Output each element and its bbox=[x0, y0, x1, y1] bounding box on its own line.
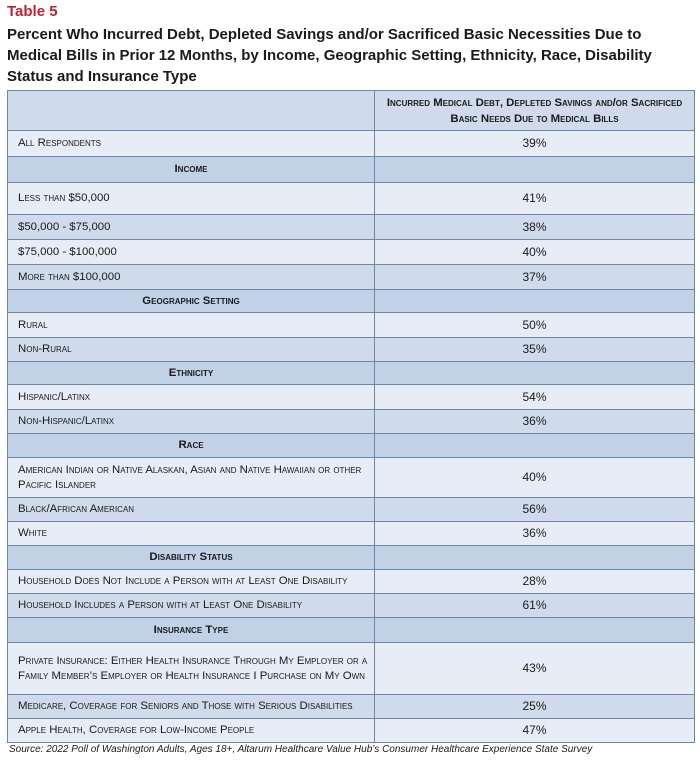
table-row bbox=[8, 695, 695, 719]
row-value: 36% bbox=[375, 410, 695, 434]
row-value: 38% bbox=[375, 215, 695, 240]
table-row bbox=[8, 338, 695, 362]
row-value: 40% bbox=[375, 458, 695, 498]
header-blank-cell bbox=[8, 91, 375, 131]
row-value: 35% bbox=[375, 338, 695, 362]
row-label: More than $100,000 bbox=[8, 265, 375, 290]
table-row bbox=[8, 313, 695, 338]
row-value: 39% bbox=[375, 131, 695, 157]
row-value: 43% bbox=[375, 643, 695, 695]
row-label: Less than $50,000 bbox=[8, 183, 375, 215]
row-value: 25% bbox=[375, 695, 695, 719]
row-label: $50,000 - $75,000 bbox=[8, 215, 375, 240]
table-row bbox=[8, 385, 695, 410]
section-blank-cell bbox=[375, 157, 695, 183]
section-heading: Geographic Setting bbox=[8, 290, 375, 313]
column-header: Incurred Medical Debt, Depleted Savings and/or Sacrificed Basic Needs Due to Medical Bills bbox=[375, 91, 695, 131]
row-label: All Respondents bbox=[8, 131, 375, 157]
row-value: 61% bbox=[375, 594, 695, 618]
row-value: 50% bbox=[375, 313, 695, 338]
row-label: American Indian or Native Alaskan, Asian and Native Hawaiian or other Pacific Islander bbox=[8, 458, 375, 498]
row-label: Non-Hispanic/Latinx bbox=[8, 410, 375, 434]
header-row bbox=[8, 91, 695, 131]
section-header-ethnicity bbox=[8, 362, 695, 385]
section-heading: Income bbox=[8, 157, 375, 183]
source-note: Source: 2022 Poll of Washington Adults, Ages 18+, Altarum Healthcare Value Hub’s Consumer Healthcare Experience State Survey bbox=[9, 744, 593, 755]
section-header-insurance bbox=[8, 618, 695, 643]
row-label: White bbox=[8, 522, 375, 546]
table-row bbox=[8, 458, 695, 498]
section-blank-cell bbox=[375, 290, 695, 313]
section-heading: Disability Status bbox=[8, 546, 375, 570]
row-label: Black/African American bbox=[8, 498, 375, 522]
table-row bbox=[8, 265, 695, 290]
row-value: 36% bbox=[375, 522, 695, 546]
row-value: 41% bbox=[375, 183, 695, 215]
section-blank-cell bbox=[375, 362, 695, 385]
row-label: Non-Rural bbox=[8, 338, 375, 362]
table-row bbox=[8, 215, 695, 240]
section-blank-cell bbox=[375, 434, 695, 458]
table-row bbox=[8, 594, 695, 618]
row-label: Apple Health, Coverage for Low-Income People bbox=[8, 719, 375, 743]
section-blank-cell bbox=[375, 546, 695, 570]
table-row bbox=[8, 719, 695, 743]
section-header-disability bbox=[8, 546, 695, 570]
table-row bbox=[8, 498, 695, 522]
table-row bbox=[8, 240, 695, 265]
row-label: Hispanic/Latinx bbox=[8, 385, 375, 410]
table-row bbox=[8, 183, 695, 215]
section-header-geographic bbox=[8, 290, 695, 313]
row-value: 28% bbox=[375, 570, 695, 594]
row-label: Private Insurance: Either Health Insurance Through My Employer or a Family Member’s Employer or Health Insurance I Purchase on My Own bbox=[8, 643, 375, 695]
table-row bbox=[8, 131, 695, 157]
table-label: Table 5 bbox=[7, 3, 58, 20]
row-value: 37% bbox=[375, 265, 695, 290]
row-label: $75,000 - $100,000 bbox=[8, 240, 375, 265]
table-row bbox=[8, 643, 695, 695]
section-heading: Race bbox=[8, 434, 375, 458]
row-label: Medicare, Coverage for Seniors and Those with Serious Disabilities bbox=[8, 695, 375, 719]
section-heading: Insurance Type bbox=[8, 618, 375, 643]
data-table bbox=[7, 90, 695, 743]
row-value: 54% bbox=[375, 385, 695, 410]
table-row bbox=[8, 410, 695, 434]
section-blank-cell bbox=[375, 618, 695, 643]
row-label: Household Does Not Include a Person with at Least One Disability bbox=[8, 570, 375, 594]
section-heading: Ethnicity bbox=[8, 362, 375, 385]
table-row bbox=[8, 522, 695, 546]
row-value: 47% bbox=[375, 719, 695, 743]
section-header-race bbox=[8, 434, 695, 458]
table-title: Percent Who Incurred Debt, Depleted Savings and/or Sacrificed Basic Necessities Due to Medical Bills in Prior 12 Months, by Income, Geographic Setting, Ethnicity, Race, Disability Status and Insurance Type bbox=[7, 26, 652, 85]
section-header-income bbox=[8, 157, 695, 183]
row-label: Rural bbox=[8, 313, 375, 338]
row-value: 40% bbox=[375, 240, 695, 265]
row-label: Household Includes a Person with at Least One Disability bbox=[8, 594, 375, 618]
table-row bbox=[8, 570, 695, 594]
row-value: 56% bbox=[375, 498, 695, 522]
